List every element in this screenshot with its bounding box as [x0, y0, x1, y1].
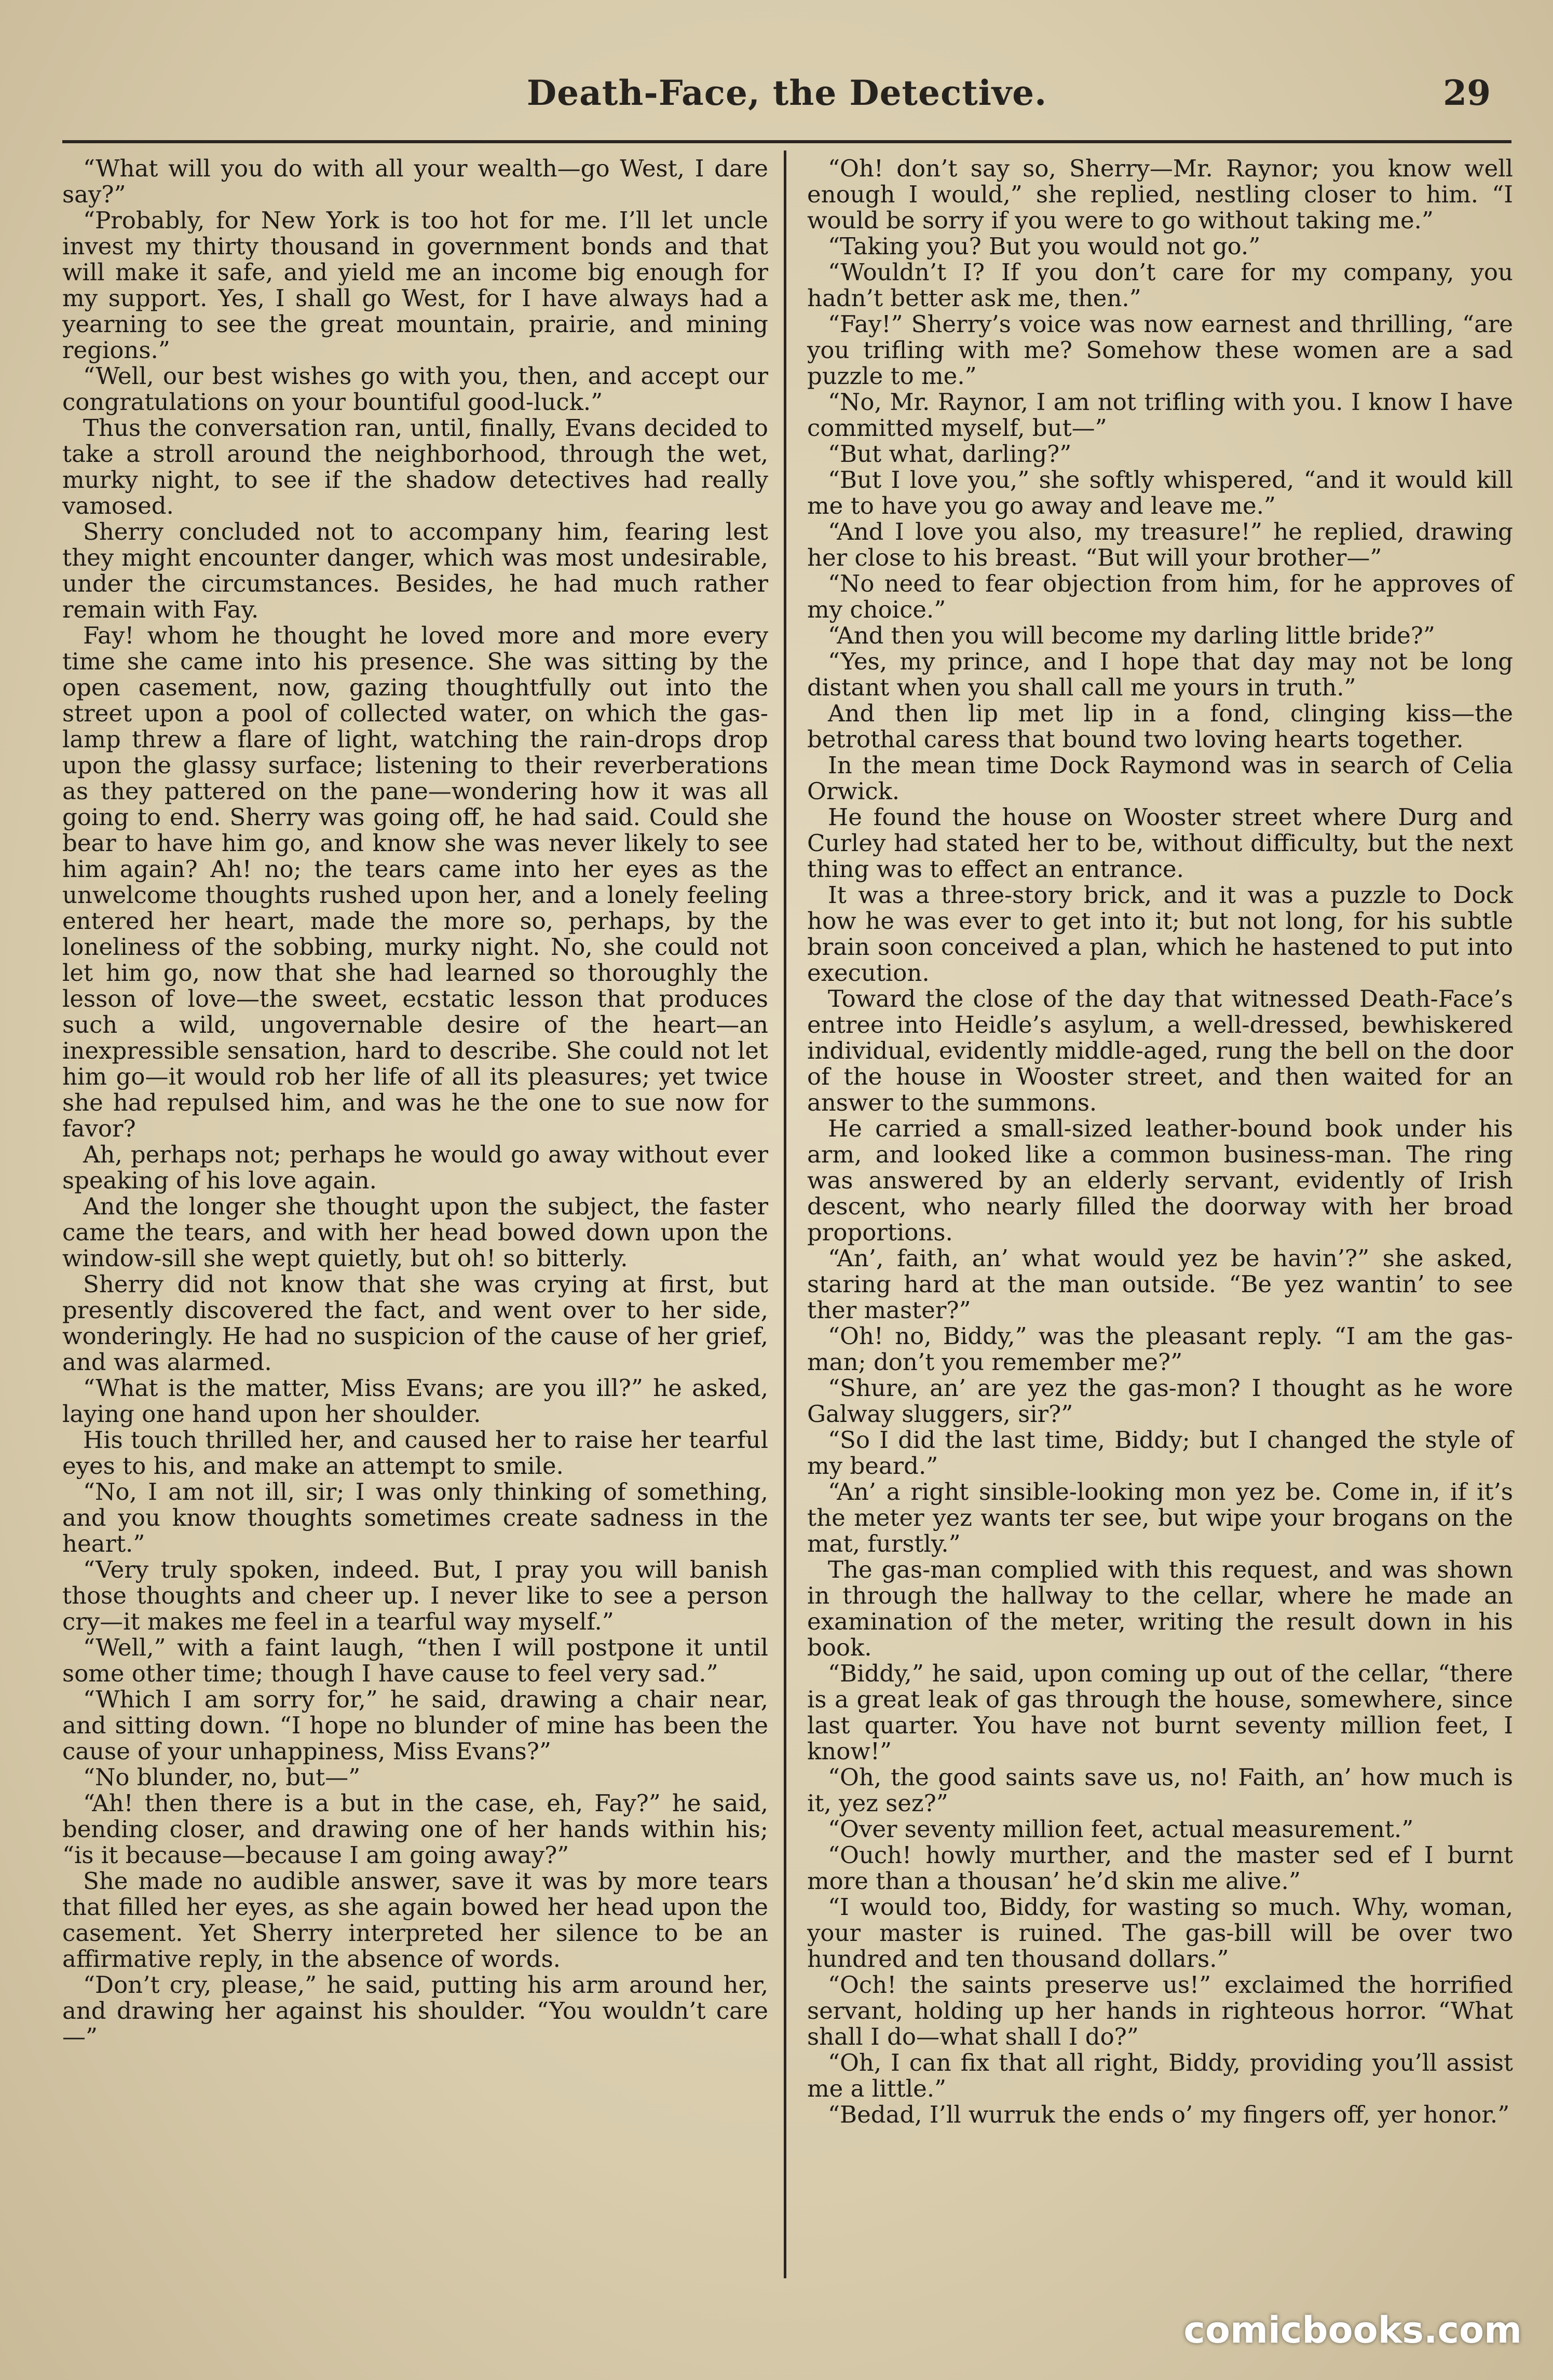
paragraph: Toward the close of the day that witnessed Death-Face’s entree into Heidle’s asylum, a well-dressed, bewhiskered individual, evidently middle-aged, rung the bell on the door of the house in Wooster street, and then waited for an answer to the summons. — [807, 985, 1513, 1116]
paragraph: “But I love you,” she softly whispered, “and it would kill me to have you go away and leave me.” — [807, 466, 1513, 519]
paragraph: He carried a small-sized leather-bound book under his arm, and looked like a common business-man. The ring was answered by an elderly servant, evidently of Irish descent, who nearly filled the doorway with her broad proportions. — [807, 1115, 1513, 1246]
paragraph: And the longer she thought upon the subject, the faster came the tears, and with her head bowed down upon the window-sill she wept quietly, but oh! so bitterly. — [62, 1193, 768, 1272]
paragraph: “Which I am sorry for,” he said, drawing a chair near, and sitting down. “I hope no blunder of mine has been the cause of your unhappiness, Miss Evans?” — [62, 1686, 768, 1765]
paragraph: “Over seventy million feet, actual measurement.” — [828, 1815, 1414, 1843]
paragraph: “Bedad, I’ll wurruk the ends o’ my fingers off, yer honor.” — [828, 2101, 1510, 2128]
paragraph: “And I love you also, my treasure!” he replied, drawing her close to his breast. “But will your brother—” — [807, 518, 1513, 571]
paragraph: Ah, perhaps not; perhaps he would go away without ever speaking of his love again. — [62, 1141, 768, 1194]
paragraph: Sherry did not know that she was crying at first, but presently discovered the fact, and went over to her side, wonderingly. He had no suspicion of the cause of her grief, and was alarmed. — [62, 1270, 768, 1376]
paragraph: “What will you do with all your wealth—go West, I dare say?” — [62, 155, 768, 208]
paragraph: “Don’t cry, please,” he said, putting his arm around her, and drawing her against his shoulder. “You wouldn’t care—” — [62, 1971, 768, 2050]
paragraph: “Ah! then there is a but in the case, eh, Fay?” he said, bending closer, and drawing one of her hands within his; “is it because—because I am going away?” — [62, 1789, 768, 1869]
paragraph: It was a three-story brick, and it was a puzzle to Dock how he was ever to get into it; but not long, for his subtle brain soon conceived a plan, which he hastened to put into execution. — [807, 881, 1513, 987]
paragraph: “Probably, for New York is too hot for me. I’ll let uncle invest my thirty thousand in government bonds and that will make it safe, and yield me an income big enough for my support. Yes, I shall go West, for I have always had a yearning to see the great mountain, prairie, and mining regions.” — [62, 207, 768, 364]
paragraph: “Yes, my prince, and I hope that day may not be long distant when you shall call me yours in truth.” — [807, 648, 1513, 701]
paragraph: Thus the conversation ran, until, finally, Evans decided to take a stroll around the neighborhood, through the wet, murky night, to see if the shadow detectives had really vamosed. — [62, 414, 768, 519]
paragraph: “Taking you? But you would not go.” — [828, 232, 1261, 260]
left-column — [62, 156, 768, 2050]
paragraph: “Ouch! howly murther, and the master sed ef I burnt more than a thousan’ he’d skin me alive.” — [807, 1841, 1513, 1895]
paragraph: “But what, darling?” — [828, 440, 1072, 468]
running-title: Death-Face, the Detective. — [526, 73, 1047, 113]
paragraph: And then lip met lip in a fond, clinging kiss—the betrothal caress that bound two loving hearts together. — [807, 700, 1513, 753]
paragraph: In the mean time Dock Raymond was in search of Celia Orwick. — [807, 751, 1513, 805]
paragraph: “What is the matter, Miss Evans; are you ill?” he asked, laying one hand upon her shoulder. — [62, 1374, 768, 1428]
header-rule — [62, 140, 1511, 143]
right-column — [807, 156, 1513, 2128]
page-header — [62, 73, 1511, 130]
paragraph: “I would too, Biddy, for wasting so much. Why, woman, your master is ruined. The gas-bill will be over two hundred and ten thousand dollars.” — [807, 1893, 1513, 1973]
paragraph: “Oh, the good saints save us, no! Faith, an’ how much is it, yez sez?” — [807, 1763, 1513, 1817]
paragraph: Fay! whom he thought he loved more and more every time she came into his presence. She was sitting by the open casement, now, gazing thoughtfully out into the street upon a pool of collected water, on which the gas-lamp threw a flare of light, watching the rain-drops drop upon the glassy surface; listening to their reverberations as they pattered on the pane—wondering how it was all going to end. Sherry was going off, he had said. Could she bear to have him go, and know she was never likely to see him again? Ah! no; the tears came into her eyes as the unwelcome thoughts rushed upon her, and a lonely feeling entered her heart, made the more so, perhaps, by the loneliness of the sobbing, murky night. No, she could not let him go, now that she had learned so thoroughly the lesson of love—the sweet, ecstatic lesson that produces such a wild, ungovernable desire of the heart—an inexpressible sensation, hard to describe. She could not let him go—it would rob her life of all its pleasures; yet twice she had repulsed him, and was he the one to sue now for favor? — [62, 622, 768, 1142]
column-divider — [784, 151, 786, 2278]
paragraph: “No blunder, no, but—” — [83, 1763, 361, 1791]
paragraph: “No, I am not ill, sir; I was only thinking of something, and you know thoughts sometimes create sadness in the heart.” — [62, 1478, 768, 1557]
paragraph: “Oh! don’t say so, Sherry—Mr. Raynor; you know well enough I would,” she replied, nestling closer to him. “I would be sorry if you were to go without taking me.” — [807, 155, 1513, 234]
paragraph: “And then you will become my darling little bride?” — [828, 622, 1435, 649]
paragraph: “Well,” with a faint laugh, “then I will postpone it until some other time; though I have cause to feel very sad.” — [62, 1634, 768, 1687]
paragraph: He found the house on Wooster street where Durg and Curley had stated her to be, without difficulty, but the next thing was to effect an entrance. — [807, 803, 1513, 883]
paragraph: “Wouldn’t I? If you don’t care for my company, you hadn’t better ask me, then.” — [807, 258, 1513, 312]
paragraph: She made no audible answer, save it was by more tears that filled her eyes, as she again bowed her head upon the casement. Yet Sherry interpreted her silence to be an affirmative reply, in the absence of words. — [62, 1867, 768, 1973]
paragraph: “No, Mr. Raynor, I am not trifling with you. I know I have committed myself, but—” — [807, 388, 1513, 442]
paragraph: His touch thrilled her, and caused her to raise her tearful eyes to his, and make an attempt to smile. — [62, 1426, 768, 1480]
paragraph: “An’, faith, an’ what would yez be havin’?” she asked, staring hard at the man outside. “Be yez wantin’ to see ther master?” — [807, 1244, 1513, 1324]
page-number: 29 — [1443, 73, 1491, 113]
paragraph: “Well, our best wishes go with you, then, and accept our congratulations on your bountiful good-luck.” — [62, 362, 768, 416]
paragraph: “Och! the saints preserve us!” exclaimed the horrified servant, holding up her hands in righteous horror. “What shall I do—what shall I do?” — [807, 1971, 1513, 2050]
paragraph: “Oh! no, Biddy,” was the pleasant reply. “I am the gas-man; don’t you remember me?” — [807, 1322, 1513, 1376]
paragraph: “An’ a right sinsible-looking mon yez be. Come in, if it’s the meter yez wants ter see, but wipe your brogans on the mat, furstly.” — [807, 1478, 1513, 1557]
paragraph: “Fay!” Sherry’s voice was now earnest and thrilling, “are you trifling with me? Somehow these women are a sad puzzle to me.” — [807, 310, 1513, 390]
paragraph: “Shure, an’ are yez the gas-mon? I thought as he wore Galway sluggers, sir?” — [807, 1374, 1513, 1428]
paragraph: The gas-man complied with this request, and was shown in through the hallway to the cellar, where he made an examination of the meter, writing the result down in his book. — [807, 1556, 1513, 1661]
paragraph: “No need to fear objection from him, for he approves of my choice.” — [807, 570, 1513, 623]
paragraph: “Oh, I can fix that all right, Biddy, providing you’ll assist me a little.” — [807, 2049, 1513, 2102]
paragraph: Sherry concluded not to accompany him, fearing lest they might encounter danger, which was most undesirable, under the circumstances. Besides, he had much rather remain with Fay. — [62, 518, 768, 623]
site-watermark: comicbooks.com — [1183, 2309, 1522, 2351]
paragraph: “So I did the last time, Biddy; but I changed the style of my beard.” — [807, 1426, 1513, 1480]
paragraph: “Very truly spoken, indeed. But, I pray you will banish those thoughts and cheer up. I never like to see a person cry—it makes me feel in a tearful way myself.” — [62, 1556, 768, 1635]
paragraph: “Biddy,” he said, upon coming up out of the cellar, “there is a great leak of gas through the house, somewhere, since last quarter. You have not burnt seventy million feet, I know!” — [807, 1660, 1513, 1765]
